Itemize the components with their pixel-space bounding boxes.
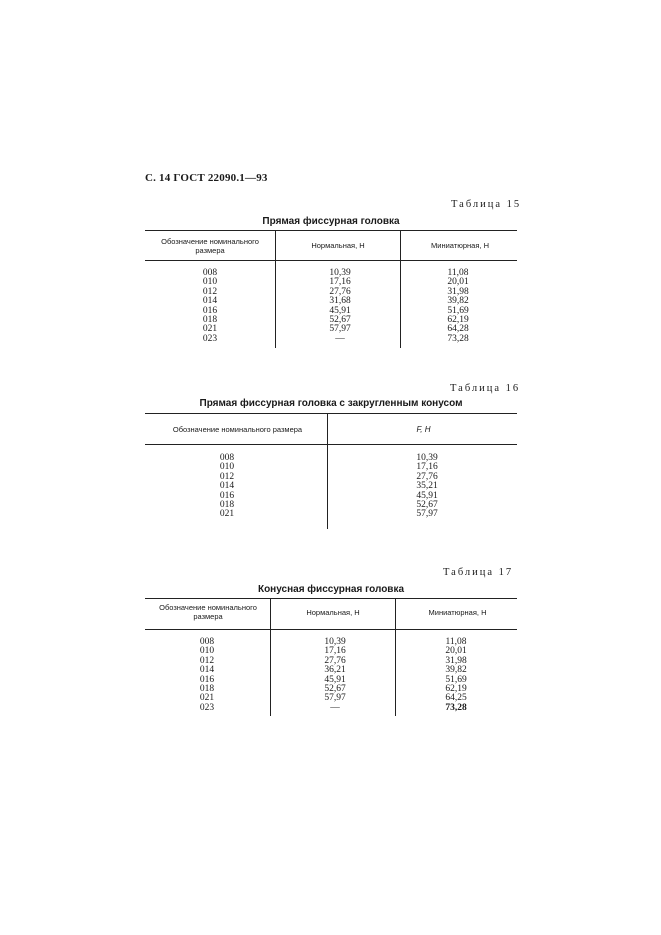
table-cell: 20,01 <box>447 277 469 288</box>
table-cell: 64,28 <box>447 324 469 335</box>
table-17-col-size-header: Обозначение номинального размера <box>159 603 257 621</box>
table-15-col-normal-header: Нормальная, Н <box>311 241 365 250</box>
table-17-top-rule <box>145 598 517 599</box>
page-header: С. 14 ГОСТ 22090.1—93 <box>145 172 268 184</box>
table-cell: 012 <box>202 286 218 297</box>
table-cell: 023 <box>202 333 218 344</box>
table-16-header-rule <box>145 444 517 445</box>
table-cell: — <box>335 333 345 344</box>
table-16-col-size-header: Обозначение номинального размера <box>172 425 303 434</box>
table-16-top-rule <box>145 413 517 414</box>
table-cell: 012 <box>219 471 235 482</box>
table-cell: 27,76 <box>329 286 351 297</box>
table-cell: 014 <box>199 665 215 676</box>
table-cell: 62,19 <box>447 314 469 325</box>
table-cell: 014 <box>219 481 235 492</box>
table-cell: 010 <box>199 646 215 657</box>
table-15-divider-1 <box>275 230 276 348</box>
table-cell: 31,98 <box>447 286 469 297</box>
table-cell: 52,67 <box>416 499 438 510</box>
table-16-label: Таблица 16 <box>450 383 521 394</box>
table-cell: 45,91 <box>416 490 438 501</box>
table-cell: 016 <box>199 674 215 685</box>
table-cell: 51,69 <box>445 674 467 685</box>
table-cell: 008 <box>219 453 235 463</box>
table-17-label: Таблица 17 <box>443 567 514 578</box>
table-cell: 27,76 <box>324 655 346 666</box>
table-cell: — <box>330 702 340 713</box>
table-cell: 39,82 <box>447 296 469 307</box>
table-cell: 51,69 <box>447 305 469 316</box>
table-cell: 64,25 <box>445 693 467 704</box>
table-15-top-rule <box>145 230 517 231</box>
table-15-divider-2 <box>400 230 401 348</box>
table-cell: 023 <box>199 702 215 713</box>
table-15-size-column <box>180 269 240 344</box>
table-cell: 73,28 <box>447 333 469 344</box>
table-cell: 35,21 <box>416 481 438 492</box>
table-cell: 20,01 <box>445 646 467 657</box>
table-cell: 10,39 <box>416 453 438 463</box>
table-16-divider <box>327 413 328 529</box>
table-cell: 016 <box>219 490 235 501</box>
table-cell: 021 <box>199 693 215 704</box>
table-17-mini-column <box>426 638 486 713</box>
table-17-col-normal-header: Нормальная, Н <box>306 608 360 617</box>
table-15-label: Таблица 15 <box>451 199 522 210</box>
table-17-normal-column <box>305 638 365 713</box>
table-17-header-rule <box>145 629 517 630</box>
table-15-title: Прямая фиссурная головка <box>262 216 400 227</box>
table-16-title: Прямая фиссурная головка с закругленным конусом <box>199 398 463 409</box>
table-cell: 52,67 <box>324 683 346 694</box>
table-17-divider-1 <box>270 598 271 716</box>
table-cell: 008 <box>202 268 218 278</box>
table-cell: 008 <box>199 637 215 647</box>
table-cell: 11,08 <box>447 268 469 278</box>
table-cell: 73,28 <box>445 702 467 713</box>
table-cell: 57,97 <box>324 693 346 704</box>
table-cell: 10,39 <box>329 268 351 278</box>
table-cell: 57,97 <box>416 509 438 520</box>
table-cell: 016 <box>202 305 218 316</box>
table-15-mini-column <box>428 269 488 344</box>
table-cell: 010 <box>202 277 218 288</box>
table-15-header-rule <box>145 260 517 261</box>
table-16-col-force-header: F, Н <box>416 425 431 434</box>
table-cell: 62,19 <box>445 683 467 694</box>
table-16-force-column <box>397 454 457 520</box>
table-cell: 10,39 <box>324 637 346 647</box>
table-cell: 27,76 <box>416 471 438 482</box>
table-cell: 45,91 <box>324 674 346 685</box>
table-cell: 018 <box>202 314 218 325</box>
table-17-size-column <box>177 638 237 713</box>
table-cell: 018 <box>199 683 215 694</box>
table-cell: 018 <box>219 499 235 510</box>
table-17-col-mini-header: Миниатюрная, Н <box>428 608 487 617</box>
table-cell: 021 <box>202 324 218 335</box>
table-cell: 31,68 <box>329 296 351 307</box>
table-cell: 021 <box>219 509 235 520</box>
table-cell: 31,98 <box>445 655 467 666</box>
table-cell: 014 <box>202 296 218 307</box>
table-cell: 17,16 <box>416 462 438 473</box>
table-cell: 010 <box>219 462 235 473</box>
table-cell: 36,21 <box>324 665 346 676</box>
table-cell: 012 <box>199 655 215 666</box>
table-cell: 39,82 <box>445 665 467 676</box>
table-cell: 57,97 <box>329 324 351 335</box>
table-17-title: Конусная фиссурная головка <box>257 584 405 595</box>
table-16-size-column <box>197 454 257 520</box>
table-15-col-size-header: Обозначение номинального размера <box>161 237 259 255</box>
table-cell: 52,67 <box>329 314 351 325</box>
table-cell: 17,16 <box>329 277 351 288</box>
table-cell: 11,08 <box>445 637 467 647</box>
table-15-col-mini-header: Миниатюрная, Н <box>431 241 489 250</box>
table-cell: 45,91 <box>329 305 351 316</box>
table-15-normal-column <box>310 269 370 344</box>
table-17-divider-2 <box>395 598 396 716</box>
table-cell: 17,16 <box>324 646 346 657</box>
